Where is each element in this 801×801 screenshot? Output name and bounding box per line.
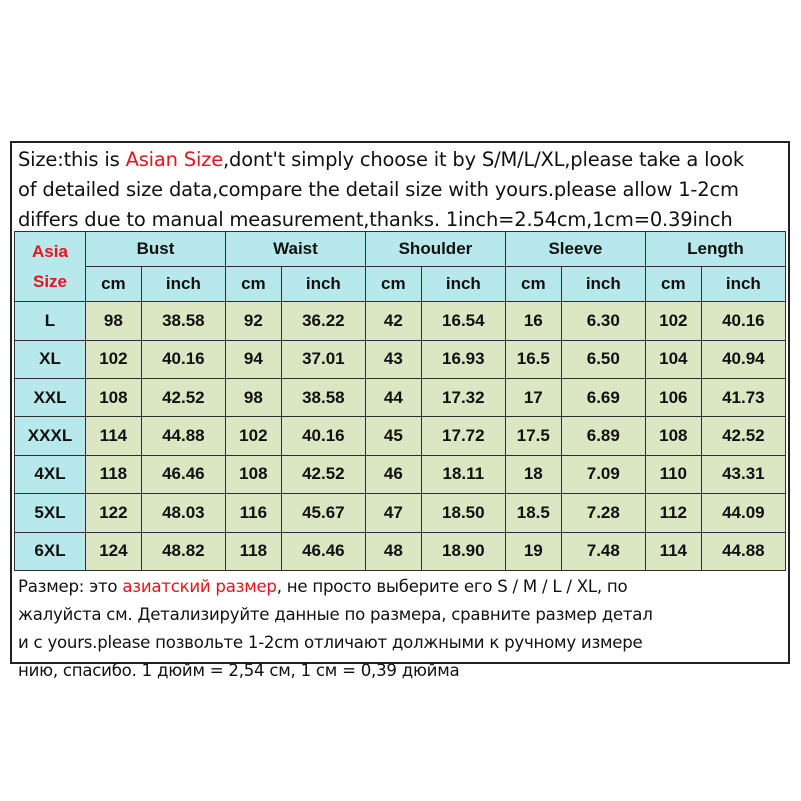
table-cell: 17.72 [421, 417, 505, 455]
russian-note-text: , не просто выберите его S / M / L / XL, по [276, 577, 628, 596]
asia-size-label: Size [32, 271, 68, 291]
russian-note-line-3: и с yours.please позвольте 1-2cm отличают должными к ручному измере [18, 633, 643, 652]
table-cell: 110 [645, 455, 701, 493]
table-cell: 17.32 [421, 378, 505, 416]
size-table [14, 231, 786, 571]
table-cell: 94 [225, 340, 281, 378]
table-row [15, 340, 786, 378]
table-cell: 116 [225, 494, 281, 532]
table-cell: 47 [365, 494, 421, 532]
table-cell: 6.50 [561, 340, 645, 378]
table-cell: 102 [645, 302, 701, 340]
english-note-line-1 [18, 145, 782, 175]
table-cell: 38.58 [141, 302, 225, 340]
table-cell: 42 [365, 302, 421, 340]
table-cell: 112 [645, 494, 701, 532]
table-cell: 37.01 [281, 340, 365, 378]
unit-header: cm [505, 267, 561, 302]
column-group-header: Shoulder [365, 232, 505, 267]
table-cell: 16.5 [505, 340, 561, 378]
table-row [15, 378, 786, 416]
table-cell: 44.09 [701, 494, 785, 532]
english-note-line-2: of detailed size data,compare the detail size with yours.please allow 1-2cm [18, 178, 739, 201]
size-label: L [15, 302, 86, 340]
table-row [15, 302, 786, 340]
table-cell: 16.54 [421, 302, 505, 340]
table-cell: 17.5 [505, 417, 561, 455]
table-cell: 36.22 [281, 302, 365, 340]
table-cell: 44.88 [141, 417, 225, 455]
table-cell: 45.67 [281, 494, 365, 532]
table-cell: 6.69 [561, 378, 645, 416]
unit-header: cm [645, 267, 701, 302]
table-cell: 38.58 [281, 378, 365, 416]
table-cell: 108 [645, 417, 701, 455]
table-cell: 102 [225, 417, 281, 455]
size-label: XXXL [15, 417, 86, 455]
unit-header: inch [141, 267, 225, 302]
table-cell: 44 [365, 378, 421, 416]
russian-note-line-4: нию, спасибо. 1 дюйм = 2,54 см, 1 см = 0,39 дюйма [18, 661, 460, 680]
unit-header: inch [701, 267, 785, 302]
table-cell: 42.52 [141, 378, 225, 416]
table-cell: 18.50 [421, 494, 505, 532]
table-cell: 41.73 [701, 378, 785, 416]
english-note-line-3: differs due to manual measurement,thanks. 1inch=2.54cm,1cm=0.39inch [18, 208, 733, 231]
table-cell: 108 [225, 455, 281, 493]
unit-header: inch [421, 267, 505, 302]
table-cell: 124 [86, 532, 142, 570]
english-note-text: Size:this is [18, 148, 126, 171]
table-cell: 114 [645, 532, 701, 570]
size-label: XL [15, 340, 86, 378]
table-row [15, 494, 786, 532]
asia-size-label: Asia [32, 241, 68, 261]
russian-note-line-1 [18, 573, 782, 601]
column-group-header: Length [645, 232, 785, 267]
table-cell: 18.90 [421, 532, 505, 570]
table-cell: 48.82 [141, 532, 225, 570]
table-row [15, 455, 786, 493]
table-cell: 17 [505, 378, 561, 416]
table-cell: 106 [645, 378, 701, 416]
table-cell: 7.48 [561, 532, 645, 570]
english-size-note [12, 143, 788, 233]
unit-header: inch [561, 267, 645, 302]
table-cell: 46.46 [281, 532, 365, 570]
table-cell: 114 [86, 417, 142, 455]
unit-header-row [15, 267, 786, 302]
column-group-header: Waist [225, 232, 365, 267]
unit-header: inch [281, 267, 365, 302]
table-cell: 98 [225, 378, 281, 416]
table-cell: 40.16 [701, 302, 785, 340]
asia-size-header [15, 232, 86, 302]
table-cell: 16 [505, 302, 561, 340]
russian-note-text: Размер: это [18, 577, 123, 596]
table-cell: 16.93 [421, 340, 505, 378]
table-cell: 92 [225, 302, 281, 340]
table-cell: 104 [645, 340, 701, 378]
column-group-header: Sleeve [505, 232, 645, 267]
table-cell: 43 [365, 340, 421, 378]
table-cell: 118 [86, 455, 142, 493]
table-cell: 48.03 [141, 494, 225, 532]
table-cell: 46 [365, 455, 421, 493]
size-label: 5XL [15, 494, 86, 532]
table-cell: 44.88 [701, 532, 785, 570]
table-cell: 42.52 [701, 417, 785, 455]
size-label: 6XL [15, 532, 86, 570]
table-row [15, 417, 786, 455]
size-chart-card [10, 141, 790, 680]
table-cell: 48 [365, 532, 421, 570]
table-cell: 46.46 [141, 455, 225, 493]
table-header-row [15, 232, 786, 267]
table-cell: 108 [86, 378, 142, 416]
table-cell: 40.94 [701, 340, 785, 378]
asian-size-highlight: Asian Size [125, 148, 224, 171]
column-group-header: Bust [86, 232, 226, 267]
table-cell: 18.11 [421, 455, 505, 493]
table-cell: 43.31 [701, 455, 785, 493]
table-cell: 19 [505, 532, 561, 570]
table-cell: 7.28 [561, 494, 645, 532]
table-cell: 122 [86, 494, 142, 532]
table-cell: 7.09 [561, 455, 645, 493]
table-cell: 6.89 [561, 417, 645, 455]
table-cell: 40.16 [141, 340, 225, 378]
asian-size-highlight-ru: азиатский размер [122, 577, 277, 596]
table-cell: 98 [86, 302, 142, 340]
table-cell: 40.16 [281, 417, 365, 455]
size-label: 4XL [15, 455, 86, 493]
table-cell: 18.5 [505, 494, 561, 532]
unit-header: cm [365, 267, 421, 302]
unit-header: cm [86, 267, 142, 302]
table-row [15, 532, 786, 570]
size-label: XXL [15, 378, 86, 416]
table-cell: 45 [365, 417, 421, 455]
table-cell: 18 [505, 455, 561, 493]
table-cell: 102 [86, 340, 142, 378]
russian-size-note [12, 573, 788, 680]
english-note-text: ,dont't simply choose it by S/M/L/XL,please take a look [223, 148, 744, 171]
table-cell: 118 [225, 532, 281, 570]
table-cell: 6.30 [561, 302, 645, 340]
table-cell: 42.52 [281, 455, 365, 493]
russian-note-line-2: жалуйста см. Детализируйте данные по размера, сравните размер детал [18, 605, 653, 624]
unit-header: cm [225, 267, 281, 302]
